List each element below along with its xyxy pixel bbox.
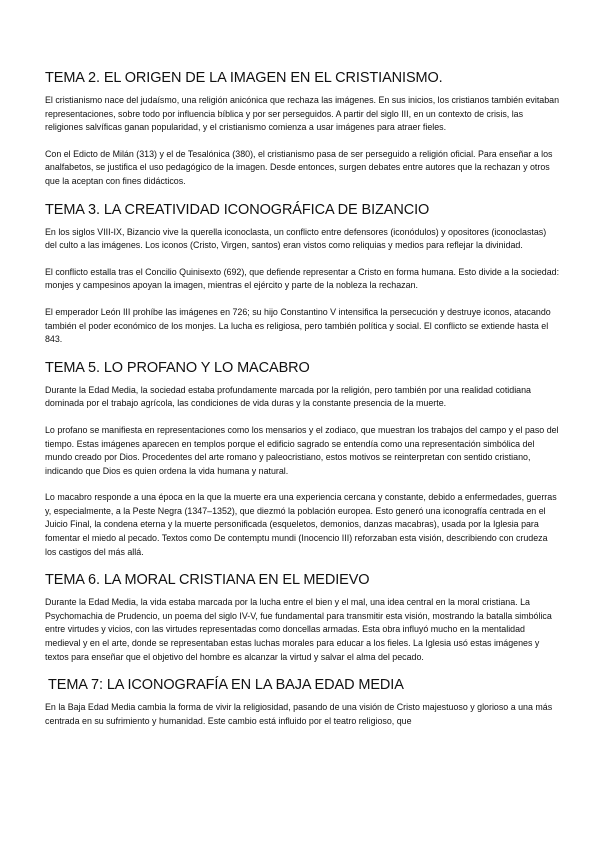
section-tema-2 <box>45 70 560 189</box>
paragraph: El emperador León III prohíbe las imágenes en 726; su hijo Constantino V intensifica la persecución y destruye iconos, atacando también el poder económico de los monjes. La lucha es religiosa, pero también política y social. El conflicto se extiende hasta el 843. <box>45 306 551 345</box>
section-tema-6 <box>45 572 560 664</box>
section-heading: TEMA 3. LA CREATIVIDAD ICONOGRÁFICA DE BIZANCIO <box>45 201 430 218</box>
paragraph: Durante la Edad Media, la vida estaba marcada por la lucha entre el bien y el mal, una idea central en la moral cristiana. La Psychomachia de Prudencio, un poema del siglo IV-V, fue fundamental para transmitir esta visión, mostrando la batalla simbólica entre virtudes y vicios, con las virtudes representadas como doncellas armadas. Esta obra influyó mucho en la mentalidad medieval y en el arte, donde se representaban estas luchas morales para educar a los fieles. La Iglesia usó estas imágenes y textos para enseñar que el objetivo del hombre es alcanzar la virtud y salvar el alma del pecado. <box>45 597 552 662</box>
paragraph: En los siglos VIII-IX, Bizancio vive la querella iconoclasta, un conflicto entre defensores (iconódulos) y opositores (iconoclastas) del culto a las imágenes. Los iconos (Cristo, Virgen, santos) eran vistos como reliquias y medios para reflejar la divinidad. <box>45 226 547 251</box>
document-body <box>45 70 560 741</box>
section-tema-5 <box>45 360 560 560</box>
paragraph: Durante la Edad Media, la sociedad estaba profundamente marcada por la religión, pero también por una realidad cotidiana dominada por el trabajo agrícola, las condiciones de vida duras y la constante presencia de la muerte. <box>45 384 531 409</box>
section-heading: TEMA 2. EL ORIGEN DE LA IMAGEN EN EL CRISTIANISMO. <box>45 70 443 86</box>
paragraph: El cristianismo nace del judaísmo, una religión anicónica que rechaza las imágenes. En sus inicios, los cristianos también evitaban representaciones, sobre todo por influencia bíblica y por ser perseguidos. A partir del siglo III, en un contexto de crisis, las religiones salvíficas ganan popularidad, y el cristianismo comienza a usar imágenes para atraer fieles. <box>45 95 560 133</box>
section-heading: TEMA 5. LO PROFANO Y LO MACABRO <box>45 359 310 376</box>
paragraph: Con el Edicto de Milán (313) y el de Tesalónica (380), el cristianismo pasa de ser perseguido a religión oficial. Para enseñar a los analfabetos, se justifica el uso pedagógico de la imagen. Desde entonces, surgen debates entre autores que la rechazan y otros que la aceptan con fines didácticos. <box>45 148 553 186</box>
paragraph: El conflicto estalla tras el Concilio Quinisexto (692), que defiende representar a Cristo en forma humana. Esto divide a la sociedad: monjes y campesinos apoyan la imagen, mientras el ejército y parte de la nobleza la rechazan. <box>45 266 560 291</box>
section-tema-7 <box>45 677 560 728</box>
paragraph: Lo macabro responde a una época en la que la muerte era una experiencia cercana y constante, debido a enfermedades, guerras y, especialmente, a la Peste Negra (1347–1352), que diezmó la población europea. Esto generó una iconografía centrada en el Juicio Final, la condena eterna y la muerte personificada (esqueletos, demonios, danzas macabras), usada por la Iglesia para fomentar el miedo al pecado. Textos como De contemptu mundi (Inocencio III) reforzaban esta visión, describiendo con crudeza los castigos del más allá. <box>45 492 557 557</box>
section-heading: TEMA 7: LA ICONOGRAFÍA EN LA BAJA EDAD MEDIA <box>48 677 404 694</box>
paragraph: Lo profano se manifiesta en representaciones como los mensarios y el zodiaco, que muestran los trabajos del campo y el paso del tiempo. Estas imágenes aparecen en templos porque el edificio sagrado se entendía como una representación simbólica del mundo creado por Dios. Procedentes del arte romano y paleocristiano, estos motivos se reinterpretan con sentido cristiano, indicando que Dios es quien ordena la vida humana y natural. <box>45 424 559 476</box>
section-heading: TEMA 6. LA MORAL CRISTIANA EN EL MEDIEVO <box>45 572 370 589</box>
section-tema-3 <box>45 202 560 347</box>
paragraph: En la Baja Edad Media cambia la forma de vivir la religiosidad, pasando de una visión de Cristo majestuoso y glorioso a una más centrada en su sufrimiento y humanidad. Este cambio está influido por el teatro religioso, que <box>45 702 553 726</box>
